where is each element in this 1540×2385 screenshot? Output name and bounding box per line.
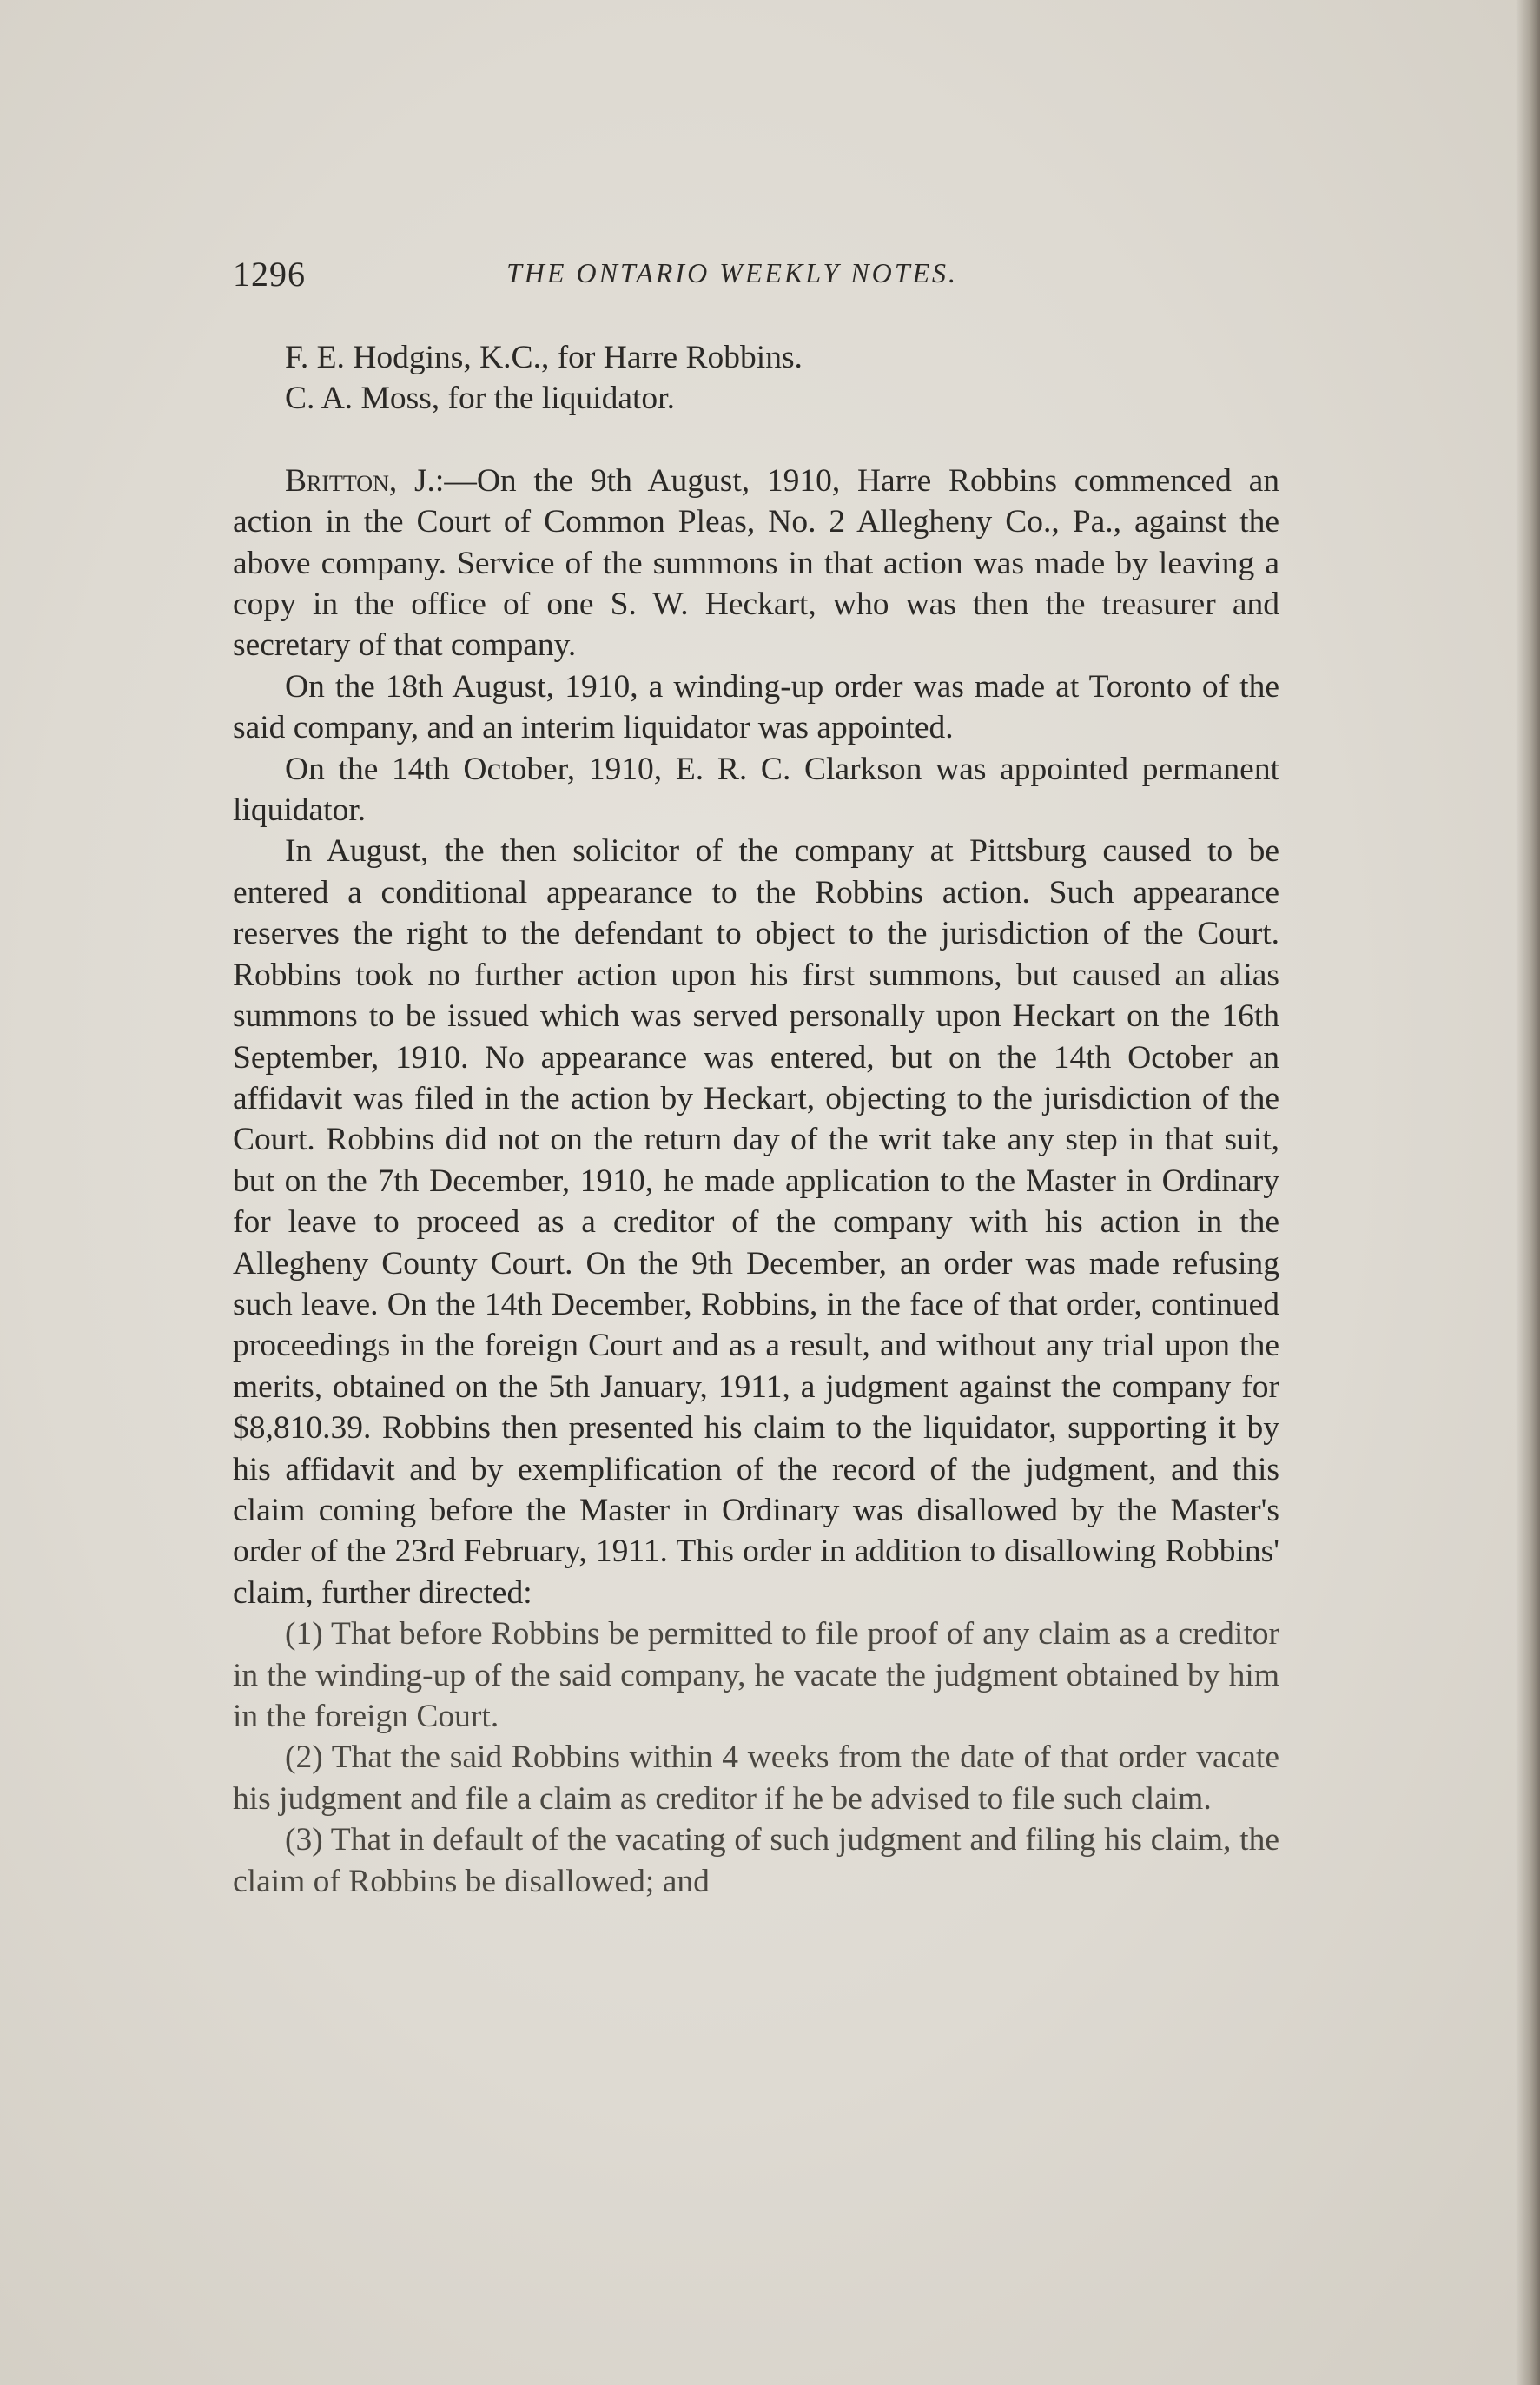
counsel-line: C. A. Moss, for the liquidator. — [285, 381, 675, 417]
paragraph: On the 14th October, 1910, E. R. C. Clarkson was appointed permanent liquidator. — [233, 751, 1279, 829]
paragraph: (3) That in default of the vacating of such judgment and filing his claim, the claim of Robbins be disallowed; and — [233, 1822, 1279, 1899]
paragraph: (2) That the said Robbins within 4 weeks from the date of that order vacate his judgment and file a claim as creditor if he be advised to file such claim. — [233, 1739, 1279, 1817]
page-edge-shadow — [1516, 0, 1540, 2385]
page-number: 1296 — [233, 255, 306, 294]
paragraph: On the 18th August, 1910, a winding-up order was made at Toronto of the said company, and an interim liquidator was appointed. — [233, 668, 1279, 746]
paragraph: In August, the then solicitor of the company at Pittsburg caused to be entered a conditional appearance to the Robbins action. Such appearance reserves the right to the defendant to object to the jurisdiction of the Court. Robbins took no further action upon his first summons, but caused an alias summons to be issued which was served personally upon Heckart on the 16th September, 1910. No appearance was entered, but on the 14th October an affidavit was filed in the action by Heckart, objecting to the jurisdiction of the Court. Robbins did not on the return day of the writ take any step in that suit, but on the 7th December, 1910, he made application to the Master in Ordinary for leave to proceed as a creditor of the company with his action in the Allegheny County Court. On the 9th December, an order was made refusing such leave. On the 14th December, Robbins, in the face of that order, continued proceedings in the foreign Court and as a result, and without any trial upon the merits, obtained on the 5th January, 1911, a judgment against the company for $8,810.39. Robbins then presented his claim to the liquidator, supporting it by his affidavit and by exemplification of the record of the judgment, and this claim coming before the Master in Ordinary was disallowed by the Master's order of the 23rd February, 1911. This order in addition to disallowing Robbins' claim, further directed: — [233, 833, 1279, 1611]
body-text — [233, 337, 1279, 1902]
judgment-opening-paragraph — [233, 460, 1279, 666]
judgment — [233, 460, 1279, 1902]
paragraph: (1) That before Robbins be permitted to file proof of any claim as a creditor in the winding-up of the said company, he vacate the judgment obtained by him in the foreign Court. — [233, 1616, 1279, 1734]
journal-title: THE ONTARIO WEEKLY NOTES. — [506, 257, 959, 288]
running-head — [233, 254, 1258, 297]
judge-name: Britton, J. — [285, 462, 435, 499]
counsel-line: F. E. Hodgins, K.C., for Harre Robbins. — [285, 340, 803, 375]
opening-text: :—On the 9th August, 1910, Harre Robbins commenced an action in the Court of Common Pleas, No. 2 Allegheny Co., Pa., against the above company. Service of the summons in that action was made by leaving a copy in the office of one S. W. Heckart, who was then the treasurer and secretary of that company. — [233, 462, 1280, 664]
